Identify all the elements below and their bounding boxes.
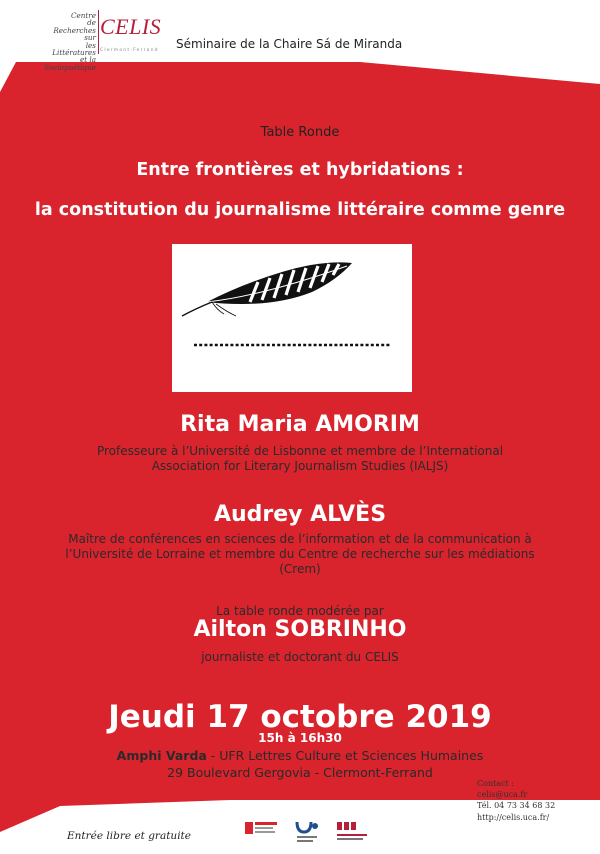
event-date: Jeudi 17 octobre 2019 — [108, 699, 492, 735]
venue-name: Amphi Varda — [116, 748, 207, 763]
feather-illustration — [172, 244, 412, 392]
event-title-line2: la constitution du journalisme littéraire comme genre — [34, 200, 566, 220]
event-kicker: Table Ronde — [260, 125, 340, 140]
partner-logos-icon — [245, 816, 395, 848]
contact-website[interactable]: http://celis.uca.fr/ — [477, 812, 550, 822]
contact-email[interactable]: celis@uca.fr — [477, 790, 528, 800]
event-time: 15h à 16h30 — [258, 731, 342, 745]
partner-logos — [245, 816, 395, 848]
contact-label: Contact : — [477, 779, 515, 788]
event-title-line1: Entre frontières et hybridations : — [136, 160, 464, 180]
contact-block — [477, 778, 555, 823]
feather-icon — [172, 244, 412, 392]
event-address: 29 Boulevard Gergovia - Clermont-Ferrand — [167, 765, 433, 780]
moderator-name: Ailton SOBRINHO — [193, 617, 407, 642]
event-venue — [0, 748, 600, 763]
logo-divider — [98, 10, 99, 54]
speaker-affiliation: Professeure à l’Université de Lisbonne et membre de l’International Association for Literary Journalism Studies (IALJS) — [96, 444, 504, 473]
venue-detail: - UFR Lettres Culture et Sciences Humaines — [206, 748, 484, 763]
entry-note: Entrée libre et gratuite — [67, 830, 191, 842]
speaker-name: Audrey ALVÈS — [213, 502, 387, 527]
logo-wordmark: CELIS — [100, 14, 162, 39]
seminar-title: Séminaire de la Chaire Sá de Miranda — [176, 37, 403, 51]
celis-logo — [44, 8, 164, 72]
contact-phone: Tél. 04 73 34 68 32 — [477, 801, 556, 811]
speaker-name: Rita Maria AMORIM — [180, 412, 420, 437]
logo-subtitle: Clermont-Ferrand — [100, 48, 159, 53]
moderator-intro: La table ronde modérée par — [216, 604, 384, 618]
moderator-role: journaliste et doctorant du CELIS — [201, 650, 399, 664]
logo-text-lines: Centre de Recherches sur les Littératures et la Sociopoétique — [44, 11, 96, 72]
speaker-affiliation: Maître de conférences en sciences de l’information et de la communication à l’Université de Lorraine et membre du Centre de recherche sur les médiations (Crem) — [65, 532, 535, 576]
